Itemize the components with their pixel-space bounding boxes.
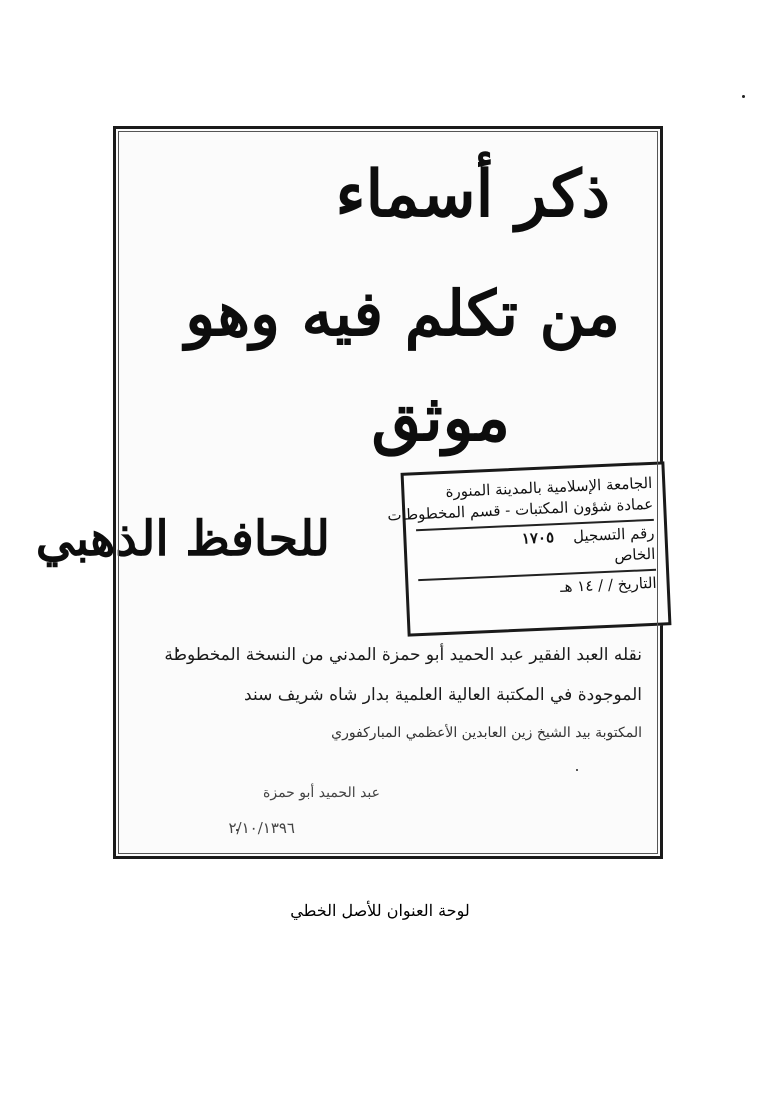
copyist-note-line-3: المكتوبة بيد الشيخ زين العابدين الأعظمي المباركفوري bbox=[331, 725, 642, 741]
title-line-1: ذكر أسماء bbox=[335, 157, 610, 232]
stamp-registration-number: ١٧٠٥ bbox=[521, 528, 555, 548]
library-stamp bbox=[387, 461, 672, 636]
stamp-private: الخاص bbox=[613, 544, 656, 565]
copyist-signature: عبد الحميد أبو حمزة bbox=[263, 785, 380, 801]
scan-speck bbox=[576, 769, 578, 771]
manuscript-page-frame bbox=[35, 126, 663, 859]
title-line-2: من تكلم فيه وهو bbox=[185, 277, 620, 350]
copy-date: ٢/١٠/١٣٩٦ bbox=[228, 819, 295, 837]
stamp-divider bbox=[416, 519, 654, 531]
scan-speck bbox=[176, 649, 179, 652]
copyist-note-line-2: الموجودة في المكتبة العالية العلمية بدار شاه شريف سند bbox=[244, 685, 642, 705]
stamp-registration bbox=[416, 523, 655, 554]
title-line-3: موثق bbox=[371, 381, 510, 456]
stamp-divider-2 bbox=[418, 569, 656, 581]
stamp-registration-label: رقم التسجيل bbox=[572, 523, 655, 546]
stamp-department: عمادة شؤون المكتبات - قسم المخطوطات bbox=[387, 494, 654, 525]
scan-speck bbox=[236, 829, 238, 831]
figure-caption: لوحة العنوان للأصل الخطي bbox=[290, 901, 470, 920]
copyist-note-line-1: نقله العبد الفقير عبد الحميد أبو حمزة المدني من النسخة المخطوطة bbox=[164, 645, 642, 665]
scan-speck bbox=[742, 95, 745, 98]
stamp-university: الجامعة الإسلامية بالمدينة المنورة bbox=[445, 473, 653, 501]
stamp-date: التاريخ / / ١٤ هـ bbox=[559, 573, 657, 596]
author-line: للحافظ الذهبي bbox=[35, 511, 330, 567]
